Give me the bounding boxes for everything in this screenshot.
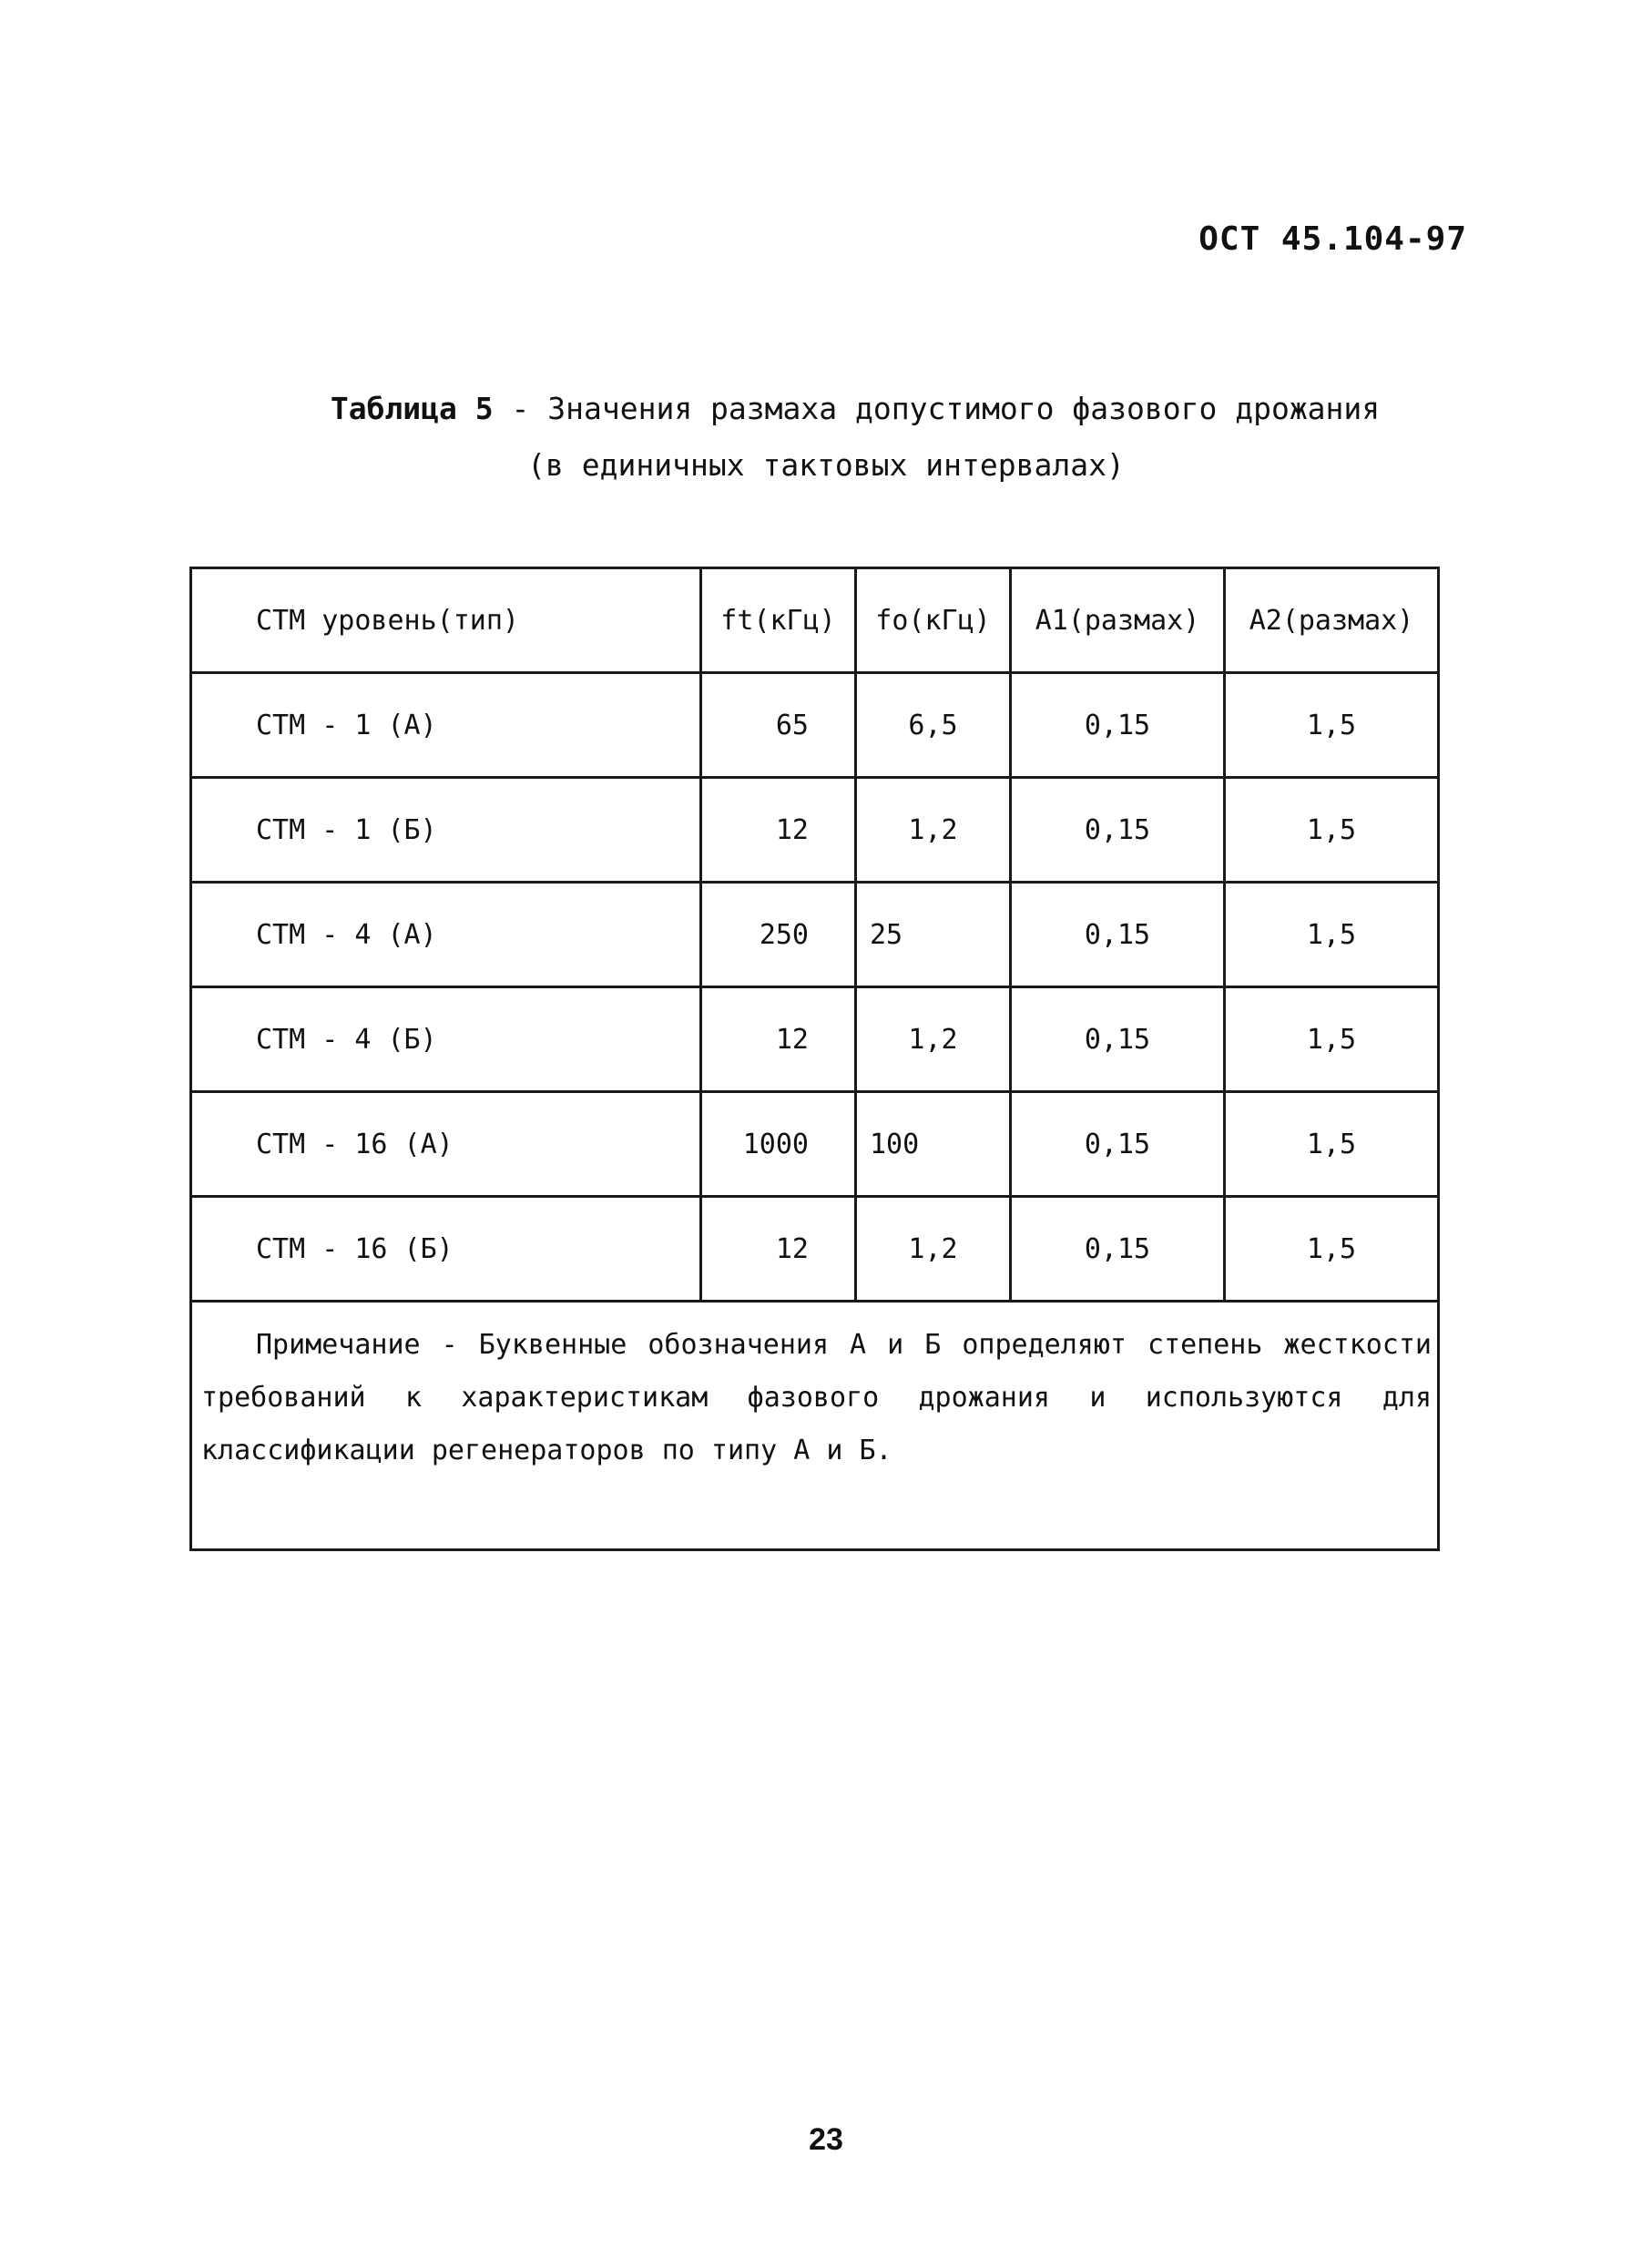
cell-fo: 1,2 [856,1197,1011,1302]
jitter-table-container [189,567,1437,1551]
caption-line-2: (в единичных тактовых интервалах) [527,447,1125,483]
cell-ft: 1000 [701,1092,856,1197]
column-header-a1: A1(размах) [1011,568,1225,673]
cell-level: СТМ - 4 (А) [191,883,701,987]
column-header-level: СТМ уровень(тип) [191,568,701,673]
cell-level: СТМ - 1 (Б) [191,778,701,883]
cell-a2: 1,5 [1225,1197,1439,1302]
table-header-row [191,568,1439,673]
caption-title: - Значения размаха допустимого фазового дрожания [493,391,1381,426]
table-note [191,1302,1439,1550]
table-row [191,883,1439,987]
cell-a1: 0,15 [1011,1092,1225,1197]
column-header-ft: ft(кГц) [701,568,856,673]
cell-a1: 0,15 [1011,1197,1225,1302]
cell-a2: 1,5 [1225,673,1439,778]
cell-level: СТМ - 4 (Б) [191,987,701,1092]
cell-a2: 1,5 [1225,778,1439,883]
caption-line-1 [29,381,1652,437]
table-row [191,987,1439,1092]
cell-a1: 0,15 [1011,778,1225,883]
column-header-fo: fo(кГц) [856,568,1011,673]
table-caption [0,381,1652,494]
cell-a2: 1,5 [1225,1092,1439,1197]
cell-a2: 1,5 [1225,987,1439,1092]
note-text: Примечание - Буквенные обозначения А и Б определяют степень жесткости требований к характеристикам фазового дрожания и используются для классификации регенераторов по типу А и Б. [201,1329,1432,1466]
table-row [191,1197,1439,1302]
cell-fo: 6,5 [856,673,1011,778]
cell-fo: 25 [856,883,1011,987]
table-row [191,778,1439,883]
table-row [191,673,1439,778]
caption-label: Таблица 5 [330,391,494,426]
cell-ft: 250 [701,883,856,987]
cell-a2: 1,5 [1225,883,1439,987]
cell-level: СТМ - 16 (Б) [191,1197,701,1302]
column-header-a2: A2(размах) [1225,568,1439,673]
cell-ft: 12 [701,1197,856,1302]
cell-a1: 0,15 [1011,673,1225,778]
cell-ft: 65 [701,673,856,778]
cell-a1: 0,15 [1011,883,1225,987]
cell-level: СТМ - 16 (А) [191,1092,701,1197]
document-code: ОСТ 45.104-97 [1198,220,1467,258]
cell-fo: 100 [856,1092,1011,1197]
cell-a1: 0,15 [1011,987,1225,1092]
cell-ft: 12 [701,987,856,1092]
cell-fo: 1,2 [856,987,1011,1092]
cell-level: СТМ - 1 (А) [191,673,701,778]
table-row [191,1092,1439,1197]
cell-ft: 12 [701,778,856,883]
jitter-table [189,567,1440,1551]
table-note-row [191,1302,1439,1550]
cell-fo: 1,2 [856,778,1011,883]
page-number: 23 [809,2122,843,2157]
